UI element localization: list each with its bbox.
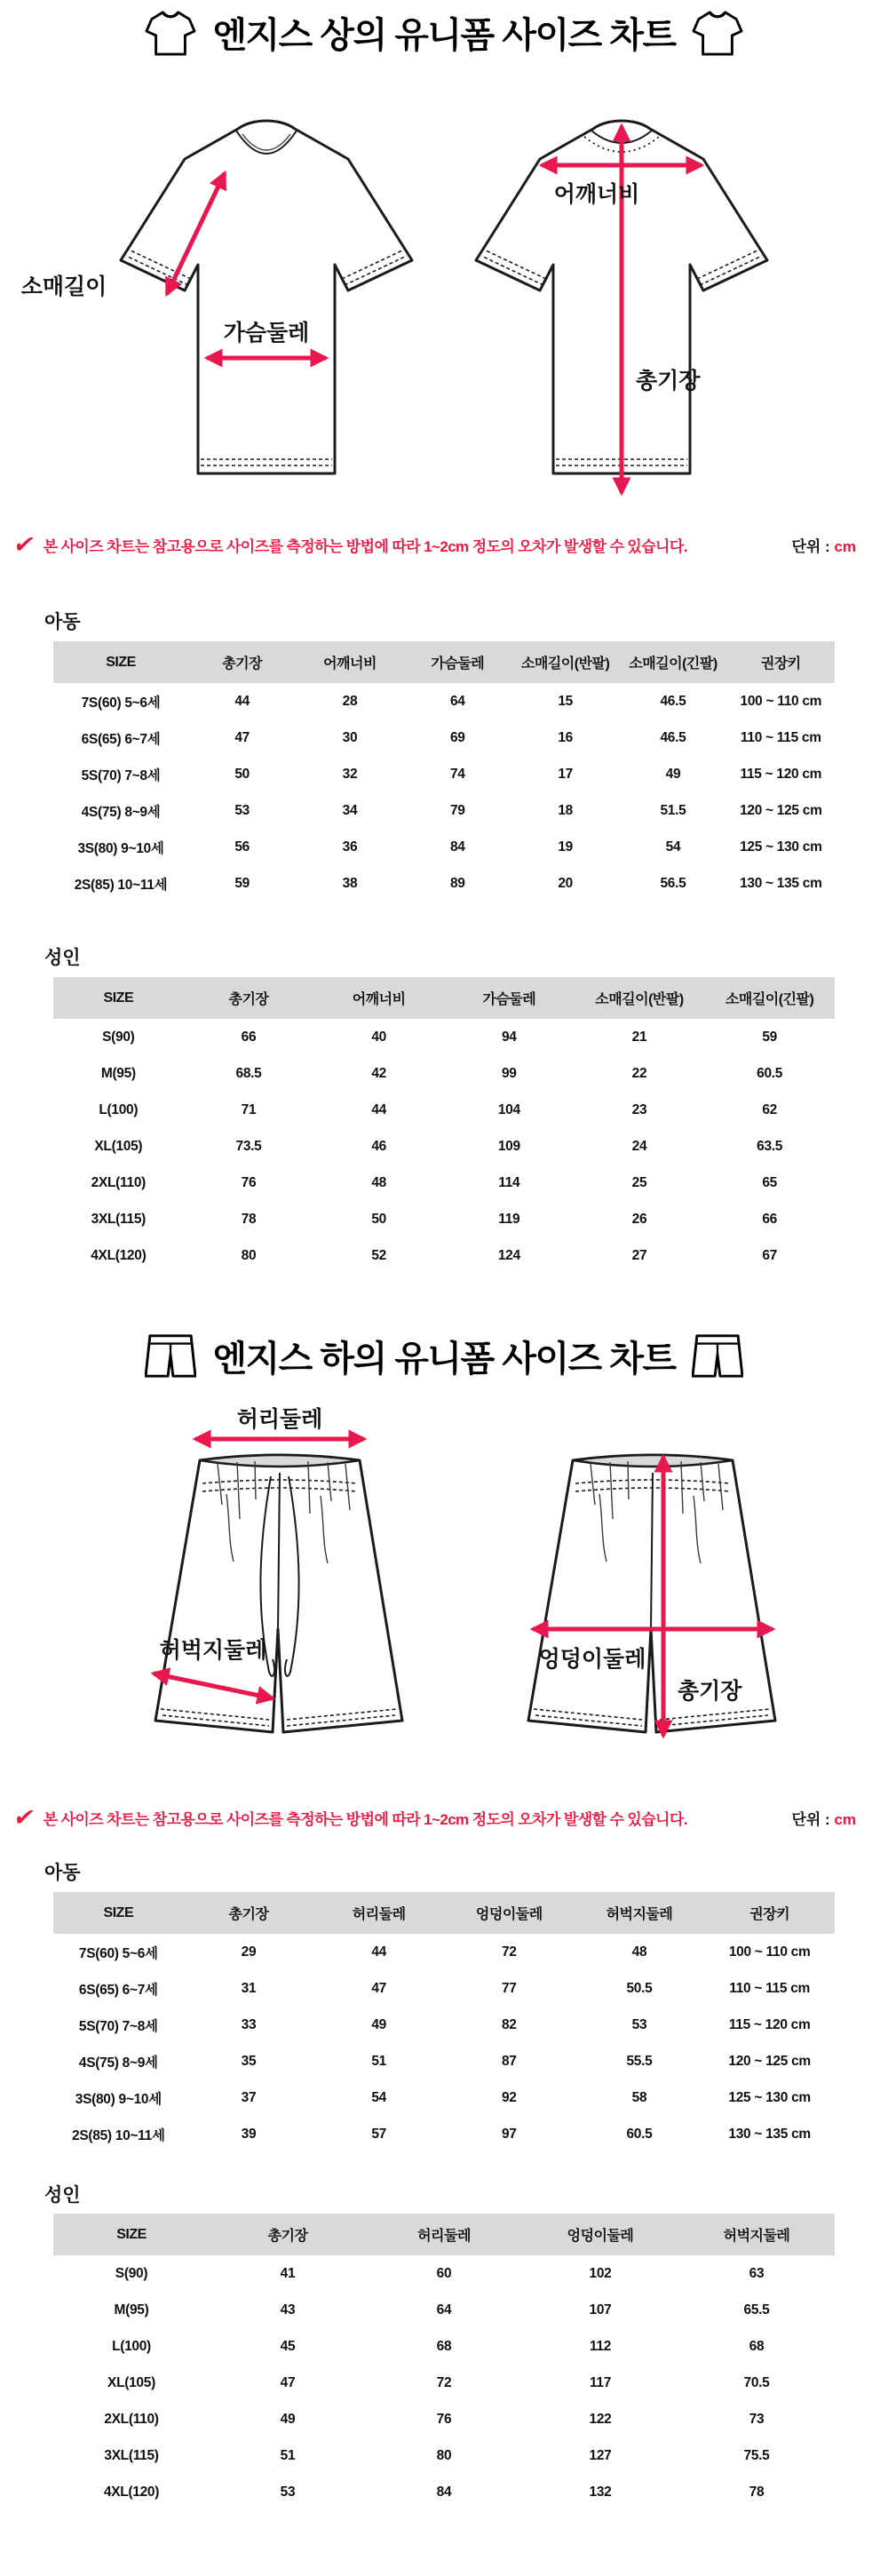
value-cell: 130 ~ 135 cm [728, 2126, 811, 2142]
value-cell: 16 [558, 729, 573, 745]
size-cell: XL(105) [94, 1138, 143, 1154]
value-cell: 28 [342, 693, 358, 709]
value-cell: 47 [371, 1980, 386, 1996]
size-cell: S(90) [115, 2265, 148, 2281]
value-cell: 94 [501, 1029, 517, 1045]
table-row [53, 1019, 835, 1055]
value-cell: 53 [234, 802, 250, 818]
tshirt-icon [692, 9, 743, 57]
shoulder-width-label: 어깨너비 [553, 182, 640, 207]
bottoms-title: 엔지스 하의 유니폼 사이즈 차트 [212, 1340, 676, 1379]
table-row [53, 1237, 835, 1274]
value-cell: 49 [371, 2016, 386, 2032]
value-cell: 36 [342, 839, 358, 855]
value-cell: 27 [631, 1247, 647, 1263]
value-cell: 130 ~ 135 cm [740, 875, 822, 891]
column-header: 총기장 [210, 2214, 366, 2255]
chest-label: 가슴둘레 [223, 321, 310, 346]
value-cell: 84 [449, 839, 465, 855]
table-row [53, 683, 835, 720]
column-header: SIZE [53, 1892, 184, 1934]
value-cell: 100 ~ 110 cm [728, 1944, 811, 1960]
size-cell: 4XL(120) [103, 2484, 160, 2500]
unit-value: cm [834, 538, 856, 555]
thigh-label: 허벅지둘레 [159, 1638, 267, 1663]
value-cell: 54 [665, 839, 681, 855]
bottoms-unit-note [791, 1807, 856, 1829]
size-cell: 7S(60) 5~6세 [81, 695, 161, 711]
bottoms-kids-table [53, 1892, 835, 2152]
table-row [53, 2116, 835, 2152]
table-row [53, 1934, 835, 1970]
column-header: 엉덩이둘레 [444, 1892, 575, 1934]
value-cell: 46 [371, 1138, 386, 1154]
checkmark-icon: ✔ [11, 531, 37, 558]
column-header: 총기장 [188, 641, 296, 683]
size-cell: 3XL(115) [91, 1211, 146, 1227]
tops-unit-note [791, 534, 856, 556]
value-cell: 100 ~ 110 cm [740, 693, 822, 709]
size-cell: 5S(70) 7~8세 [78, 2018, 158, 2034]
hip-label: 엉덩이둘레 [538, 1647, 646, 1672]
value-cell: 92 [501, 2089, 517, 2105]
table-row [53, 1092, 835, 1128]
table-row [53, 1055, 835, 1092]
value-cell: 73.5 [235, 1138, 262, 1154]
value-cell: 73 [749, 2411, 765, 2427]
value-cell: 26 [631, 1211, 647, 1227]
value-cell: 60 [436, 2265, 452, 2281]
value-cell: 65 [762, 1174, 777, 1190]
value-cell: 80 [241, 1247, 257, 1263]
value-cell: 102 [589, 2265, 612, 2281]
value-cell: 122 [589, 2411, 612, 2427]
value-cell: 72 [436, 2374, 452, 2390]
size-cell: 6S(65) 6~7세 [78, 1982, 158, 1998]
table-row [53, 2401, 835, 2437]
size-cell: M(95) [114, 2302, 149, 2318]
value-cell: 71 [241, 1101, 257, 1117]
value-cell: 115 ~ 120 cm [728, 2016, 811, 2032]
size-cell: 4XL(120) [91, 1247, 147, 1263]
value-cell: 44 [371, 1944, 386, 1960]
value-cell: 49 [665, 766, 681, 782]
column-header: 허벅지둘레 [575, 1892, 705, 1934]
value-cell: 127 [589, 2447, 612, 2463]
value-cell: 51.5 [660, 802, 686, 818]
value-cell: 15 [558, 693, 573, 709]
table-row [53, 2474, 835, 2510]
value-cell: 52 [371, 1247, 386, 1263]
value-cell: 59 [234, 875, 250, 891]
bottoms-adult-heading: 성인 [44, 2185, 81, 2206]
value-cell: 41 [280, 2265, 296, 2281]
value-cell: 60.5 [757, 1065, 783, 1081]
tops-title-bar [0, 7, 888, 58]
value-cell: 72 [501, 1944, 517, 1960]
value-cell: 104 [497, 1101, 520, 1117]
value-cell: 78 [749, 2484, 765, 2500]
table-row [53, 792, 835, 829]
table-row [53, 829, 835, 865]
tops-title: 엔지스 상의 유니폼 사이즈 차트 [212, 16, 676, 55]
value-cell: 50.5 [626, 1980, 653, 1996]
table-row [53, 2292, 835, 2328]
value-cell: 68 [436, 2338, 452, 2354]
value-cell: 82 [501, 2016, 517, 2032]
value-cell: 46.5 [660, 729, 686, 745]
value-cell: 23 [631, 1101, 647, 1117]
shorts-icon [692, 1332, 743, 1380]
size-cell: S(90) [102, 1029, 135, 1045]
column-header: 가슴둘레 [404, 641, 511, 683]
column-header: 소매길이(반팔) [511, 641, 619, 683]
value-cell: 68.5 [235, 1065, 262, 1081]
value-cell: 17 [558, 766, 573, 782]
column-header: 소매길이(긴팔) [619, 641, 726, 683]
size-cell: 4S(75) 8~9세 [78, 2055, 158, 2071]
value-cell: 21 [631, 1029, 647, 1045]
table-row [53, 2437, 835, 2474]
value-cell: 60.5 [626, 2126, 653, 2142]
bottoms-diagrams [0, 1405, 888, 1805]
value-cell: 68 [749, 2338, 765, 2354]
value-cell: 51 [371, 2053, 386, 2069]
table-row [53, 1201, 835, 1237]
value-cell: 20 [558, 875, 573, 891]
value-cell: 115 ~ 120 cm [740, 766, 822, 782]
total-length-label: 총기장 [636, 369, 701, 394]
bottoms-notice-text: 본 사이즈 차트는 참고용으로 사이즈를 측정하는 방법에 따라 1~2cm 정도의 오차가 발생할 수 있습니다. [43, 1811, 687, 1828]
header-row [53, 1892, 835, 1934]
value-cell: 87 [501, 2053, 517, 2069]
tops-kids-heading: 아동 [44, 612, 81, 632]
value-cell: 125 ~ 130 cm [728, 2089, 811, 2105]
column-header: 총기장 [184, 977, 314, 1019]
size-cell: 6S(65) 6~7세 [81, 731, 161, 747]
column-header: SIZE [53, 641, 188, 683]
value-cell: 77 [501, 1980, 517, 1996]
column-header: 어깨너비 [296, 641, 403, 683]
table-row [53, 720, 835, 756]
checkmark-icon: ✔ [11, 1804, 37, 1831]
value-cell: 56 [234, 839, 250, 855]
tops-adult-table [53, 977, 835, 1274]
value-cell: 34 [342, 802, 358, 818]
tshirt-icon [145, 9, 196, 57]
value-cell: 117 [589, 2374, 612, 2390]
waist-label: 허리둘레 [236, 1407, 323, 1432]
value-cell: 80 [436, 2447, 452, 2463]
bottoms-notice-row [0, 1806, 888, 1830]
value-cell: 107 [589, 2302, 612, 2318]
value-cell: 69 [449, 729, 465, 745]
value-cell: 74 [449, 766, 465, 782]
value-cell: 67 [762, 1247, 777, 1263]
value-cell: 114 [498, 1174, 520, 1190]
header-row [53, 641, 835, 683]
value-cell: 43 [280, 2302, 296, 2318]
shorts-front-diagram [49, 1405, 457, 1796]
value-cell: 76 [241, 1174, 257, 1190]
value-cell: 84 [436, 2484, 452, 2500]
column-header: 허리둘레 [313, 1892, 444, 1934]
table-row [53, 2255, 835, 2292]
size-cell: L(100) [112, 2338, 151, 2354]
value-cell: 63 [749, 2265, 765, 2281]
value-cell: 110 ~ 115 cm [729, 1980, 811, 1996]
bottoms-adult-table [53, 2214, 835, 2510]
bottoms-kids-heading: 아동 [44, 1863, 81, 1883]
value-cell: 47 [234, 729, 250, 745]
value-cell: 78 [241, 1211, 257, 1227]
value-cell: 44 [234, 693, 250, 709]
value-cell: 19 [558, 839, 573, 855]
value-cell: 79 [449, 802, 465, 818]
tops-kids-table [53, 641, 835, 902]
value-cell: 24 [631, 1138, 647, 1154]
value-cell: 53 [631, 2016, 647, 2032]
header-row [53, 2214, 835, 2255]
value-cell: 38 [342, 875, 358, 891]
tops-notice-text: 본 사이즈 차트는 참고용으로 사이즈를 측정하는 방법에 따라 1~2cm 정도의 오차가 발생할 수 있습니다. [43, 538, 687, 555]
value-cell: 120 ~ 125 cm [740, 802, 822, 818]
column-header: 소매길이(긴팔) [704, 977, 835, 1019]
value-cell: 66 [762, 1211, 777, 1227]
value-cell: 65.5 [743, 2302, 770, 2318]
unit-label: 단위 : [791, 1811, 830, 1828]
value-cell: 44 [371, 1101, 386, 1117]
value-cell: 63.5 [757, 1138, 783, 1154]
value-cell: 29 [241, 1944, 257, 1960]
column-header: 가슴둘레 [444, 977, 575, 1019]
value-cell: 59 [762, 1029, 777, 1045]
column-header: 허벅지둘레 [678, 2214, 835, 2255]
value-cell: 48 [631, 1944, 647, 1960]
bottoms-title-bar [0, 1331, 888, 1381]
size-cell: 2XL(110) [104, 2411, 159, 2427]
value-cell: 56.5 [660, 875, 686, 891]
value-cell: 50 [371, 1211, 386, 1227]
total-length-label: 총기장 [678, 1679, 742, 1704]
header-row [53, 977, 835, 1019]
table-row [53, 756, 835, 792]
tops-adult-heading: 성인 [44, 948, 81, 968]
value-cell: 75.5 [743, 2447, 770, 2463]
tops-diagrams [0, 67, 888, 524]
value-cell: 66 [241, 1029, 257, 1045]
value-cell: 46.5 [660, 693, 686, 709]
value-cell: 31 [241, 1980, 257, 1996]
value-cell: 112 [589, 2338, 612, 2354]
value-cell: 132 [589, 2484, 612, 2500]
value-cell: 64 [436, 2302, 452, 2318]
value-cell: 57 [371, 2126, 386, 2142]
value-cell: 55.5 [626, 2053, 653, 2069]
sleeve-length-label: 소매길이 [20, 274, 107, 299]
column-header: SIZE [53, 2214, 210, 2255]
value-cell: 54 [371, 2089, 386, 2105]
table-row [53, 1165, 835, 1201]
column-header: 총기장 [184, 1892, 314, 1934]
table-row [53, 865, 835, 902]
value-cell: 42 [371, 1065, 386, 1081]
value-cell: 18 [558, 802, 573, 818]
shorts-back-diagram [448, 1405, 857, 1796]
value-cell: 33 [241, 2016, 257, 2032]
size-cell: L(100) [99, 1101, 139, 1117]
value-cell: 25 [631, 1174, 647, 1190]
value-cell: 58 [631, 2089, 647, 2105]
size-cell: 2S(85) 10~11세 [72, 2127, 165, 2143]
column-header: 소매길이(반팔) [575, 977, 705, 1019]
size-cell: 7S(60) 5~6세 [78, 1945, 158, 1961]
value-cell: 120 ~ 125 cm [728, 2053, 811, 2069]
table-row [53, 2079, 835, 2116]
table-row [53, 2365, 835, 2401]
size-cell: 3S(80) 9~10세 [75, 2091, 162, 2107]
value-cell: 50 [234, 766, 250, 782]
tops-notice-row [0, 533, 888, 557]
size-cell: 3XL(115) [104, 2447, 159, 2463]
value-cell: 109 [497, 1138, 520, 1154]
size-cell: 4S(75) 8~9세 [81, 804, 161, 820]
value-cell: 110 ~ 115 cm [740, 729, 821, 745]
value-cell: 39 [241, 2126, 257, 2142]
value-cell: 51 [280, 2447, 296, 2463]
value-cell: 64 [449, 693, 465, 709]
size-cell: M(95) [100, 1065, 136, 1081]
column-header: 허리둘레 [366, 2214, 522, 2255]
value-cell: 124 [497, 1247, 520, 1263]
table-row [53, 2007, 835, 2043]
value-cell: 53 [280, 2484, 296, 2500]
value-cell: 35 [241, 2053, 257, 2069]
value-cell: 22 [631, 1065, 647, 1081]
size-cell: 2S(85) 10~11세 [74, 877, 168, 893]
table-row [53, 1128, 835, 1165]
value-cell: 62 [762, 1101, 777, 1117]
value-cell: 49 [280, 2411, 296, 2427]
unit-label: 단위 : [791, 538, 830, 555]
value-cell: 48 [371, 1174, 386, 1190]
value-cell: 97 [501, 2126, 517, 2142]
value-cell: 89 [449, 875, 465, 891]
value-cell: 70.5 [743, 2374, 770, 2390]
size-cell: 2XL(110) [91, 1174, 146, 1190]
size-cell: 5S(70) 7~8세 [81, 767, 161, 783]
column-header: 권장키 [704, 1892, 835, 1934]
tshirt-back-diagram [408, 76, 835, 511]
value-cell: 99 [501, 1065, 517, 1081]
value-cell: 76 [436, 2411, 452, 2427]
unit-value: cm [834, 1811, 856, 1828]
column-header: 권장키 [727, 641, 835, 683]
column-header: 어깨너비 [313, 977, 444, 1019]
value-cell: 32 [342, 766, 358, 782]
column-header: SIZE [53, 977, 184, 1019]
value-cell: 125 ~ 130 cm [740, 839, 822, 855]
size-cell: 3S(80) 9~10세 [77, 840, 164, 856]
table-row [53, 1970, 835, 2007]
column-header: 엉덩이둘레 [522, 2214, 678, 2255]
table-row [53, 2043, 835, 2079]
value-cell: 40 [371, 1029, 386, 1045]
value-cell: 119 [498, 1211, 520, 1227]
value-cell: 30 [342, 729, 358, 745]
value-cell: 37 [241, 2089, 257, 2105]
size-cell: XL(105) [107, 2374, 155, 2390]
shorts-icon [145, 1332, 196, 1380]
value-cell: 45 [280, 2338, 296, 2354]
value-cell: 47 [280, 2374, 296, 2390]
table-row [53, 2328, 835, 2365]
